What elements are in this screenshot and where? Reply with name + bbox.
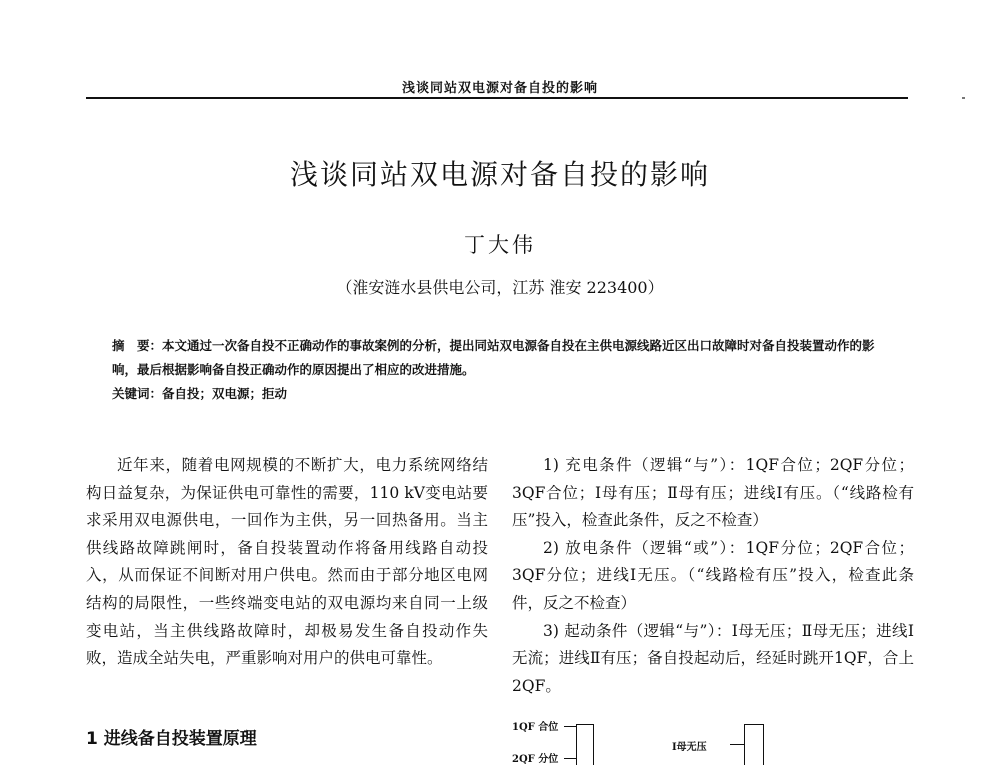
diagram-line xyxy=(564,726,576,727)
intro-paragraph: 近年来，随着电网规模的不断扩大，电力系统网络结构日益复杂，为保证供电可靠性的需要，110 kV变电站要求采用双电源供电，一回作为主供，另一回热备用。当主供线路故障跳闸时，备自投装置动作将备用线路自动投入，从而保证不间断对用户供电。然而由于部分地区电网结构的局限性，一些终端变电站的双电源均来自同一上级变电站，当主供线路故障时，却极易发生备自投动作失败，造成全站失电，严重影响对用户的供电可靠性。 xyxy=(86,456,488,668)
running-head: 浅谈同站双电源对备自投的影响 xyxy=(401,81,598,96)
keywords xyxy=(112,382,892,406)
diagram-and-gate xyxy=(744,724,764,765)
keywords-text: 备自投；双电源；拒动 xyxy=(162,386,288,401)
diagram-label-2qf: 2QF 分位 xyxy=(512,754,559,765)
paper-title: 浅谈同站双电源对备自投的影响 xyxy=(289,158,710,191)
author-name: 丁大伟 xyxy=(464,233,536,257)
diagram-line xyxy=(730,744,744,745)
header-rule xyxy=(86,97,908,99)
condition-item-3: 3) 起动条件（逻辑“与”）：Ⅰ母无压；Ⅱ母无压；进线Ⅰ无流；进线Ⅱ有压；备自投起动后，经延时跳开1QF，合上2QF。 xyxy=(512,621,914,695)
scan-speck xyxy=(962,97,965,99)
left-column xyxy=(86,452,488,673)
abstract-label: 摘 要： xyxy=(112,338,163,353)
diagram-line xyxy=(564,758,576,759)
condition-item-1: 1) 充电条件（逻辑“与”）：1QF合位；2QF分位；3QF合位；Ⅰ母有压；Ⅱ母有压；进线Ⅰ有压。（“线路检有压”投入，检查此条件，反之不检查） xyxy=(512,456,914,530)
author-affiliation: （淮安涟水县供电公司，江苏 淮安 223400） xyxy=(336,278,664,297)
keywords-label: 关键词： xyxy=(112,386,163,401)
abstract xyxy=(112,334,892,382)
right-column xyxy=(512,452,914,700)
logic-diagram xyxy=(512,712,812,765)
abstract-text: 本文通过一次备自投不正确动作的事故案例的分析，提出同站双电源备自投在主供电源线路近区出口故障时对备自投装置动作的影响，最后根据影响备自投正确动作的原因提出了相应的改进措施。 xyxy=(112,338,875,377)
abstract-block xyxy=(112,334,892,406)
diagram-label-1qf: 1QF 合位 xyxy=(512,722,559,733)
condition-item-2: 2) 放电条件（逻辑“或”）：1QF分位；2QF合位；3QF分位；进线Ⅰ无压。（“线路检有压”投入，检查此条件，反之不检查） xyxy=(512,538,914,612)
section-heading: 1 进线备自投装置原理 xyxy=(86,729,257,749)
diagram-and-gate xyxy=(576,724,594,765)
diagram-label-bus1: Ⅰ母无压 xyxy=(672,742,707,753)
